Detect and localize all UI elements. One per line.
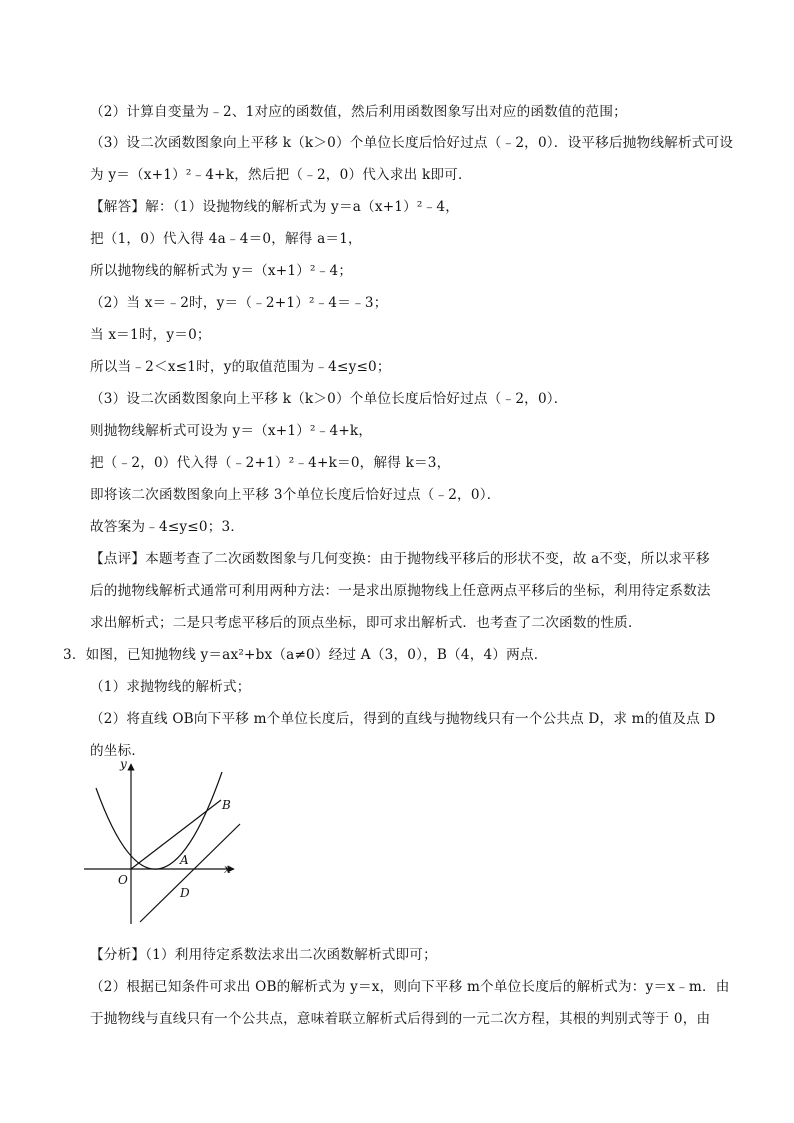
text-line: 求出解析式；二是只考虑平移后的顶点坐标，即可求出解析式．也考查了二次函数的性质． bbox=[90, 615, 642, 631]
text-line: （2）当 x＝﹣2时，y＝（﹣2+1）²﹣4＝﹣3； bbox=[90, 295, 388, 311]
text-line: 当 x＝1时，y＝0； bbox=[90, 327, 211, 343]
origin-label: O bbox=[118, 873, 128, 887]
text-line: 所以当﹣2＜x≤1时，y的取值范围为﹣4≤y≤0； bbox=[90, 359, 391, 375]
text-line: 为 y＝（x+1）²﹣4+k，然后把（﹣2，0）代入求出 k即可． bbox=[90, 167, 472, 183]
text-line: 即将该二次函数图象向上平移 3个单位长度后恰好过点（﹣2，0）． bbox=[90, 487, 501, 503]
text-line: 于抛物线与直线只有一个公共点，意味着联立解析式后得到的一元二次方程，其根的判别式等于 0，由 bbox=[90, 1011, 711, 1027]
point-d-label: D bbox=[180, 886, 190, 900]
answer-heading-line: 【解答】解：（1）设抛物线的解析式为 y＝a（x+1）²﹣4， bbox=[90, 199, 460, 215]
comment-heading-line: 【点评】本题考查了二次函数图象与几何变换：由于抛物线平移后的形状不变，故 a不变，所以求平移 bbox=[90, 551, 710, 567]
point-a-label: A bbox=[180, 853, 189, 867]
point-b-label: B bbox=[222, 798, 231, 812]
analysis-heading-line: 【分析】（1）利用待定系数法求出二次函数解析式即可； bbox=[90, 947, 437, 963]
y-axis-label: y bbox=[120, 757, 127, 771]
parabola-figure bbox=[84, 752, 254, 932]
text-line: 后的抛物线解析式通常可利用两种方法：一是求出原抛物线上任意两点平移后的坐标，利用待定系数法 bbox=[90, 583, 711, 599]
parabola-curve bbox=[96, 772, 222, 869]
text-line: （3）设二次函数图象向上平移 k（k＞0）个单位长度后恰好过点（﹣2，0）．设平移后抛物线解析式可设 bbox=[90, 135, 734, 151]
text-line: 的坐标． bbox=[90, 743, 146, 759]
text-line: （2）计算自变量为﹣2、1对应的函数值，然后利用函数图象写出对应的函数值的范围； bbox=[90, 104, 627, 120]
text-line: （2）根据已知条件可求出 OB的解析式为 y＝x，则向下平移 m个单位长度后的解析式为：y＝x﹣m．由 bbox=[90, 979, 730, 995]
text-line: 所以抛物线的解析式为 y＝（x+1）²﹣4； bbox=[90, 263, 353, 279]
parabola-diagram bbox=[84, 752, 254, 932]
text-line: （2）将直线 OB向下平移 m个单位长度后，得到的直线与抛物线只有一个公共点 D，求 m的值及点 D bbox=[90, 711, 716, 727]
x-axis-label: x bbox=[224, 862, 231, 876]
text-line: 则抛物线解析式可设为 y＝（x+1）²﹣4+k， bbox=[90, 423, 373, 439]
question-3-line: 3．如图，已知抛物线 y＝ax²+bx（a≠0）经过 A（3，0），B（4，4）两点． bbox=[63, 647, 548, 663]
text-line: 故答案为﹣4≤y≤0；3． bbox=[90, 519, 245, 535]
text-line: （3）设二次函数图象向上平移 k（k＞0）个单位长度后恰好过点（﹣2，0）． bbox=[90, 391, 568, 407]
text-line: 把（﹣2，0）代入得（﹣2+1）²﹣4+k＝0，解得 k＝3， bbox=[90, 455, 451, 471]
text-line: （1）求抛物线的解析式； bbox=[90, 679, 251, 695]
line-ob bbox=[131, 800, 221, 869]
text-line: 把（1，0）代入得 4a﹣4＝0，解得 a＝1， bbox=[90, 231, 362, 247]
